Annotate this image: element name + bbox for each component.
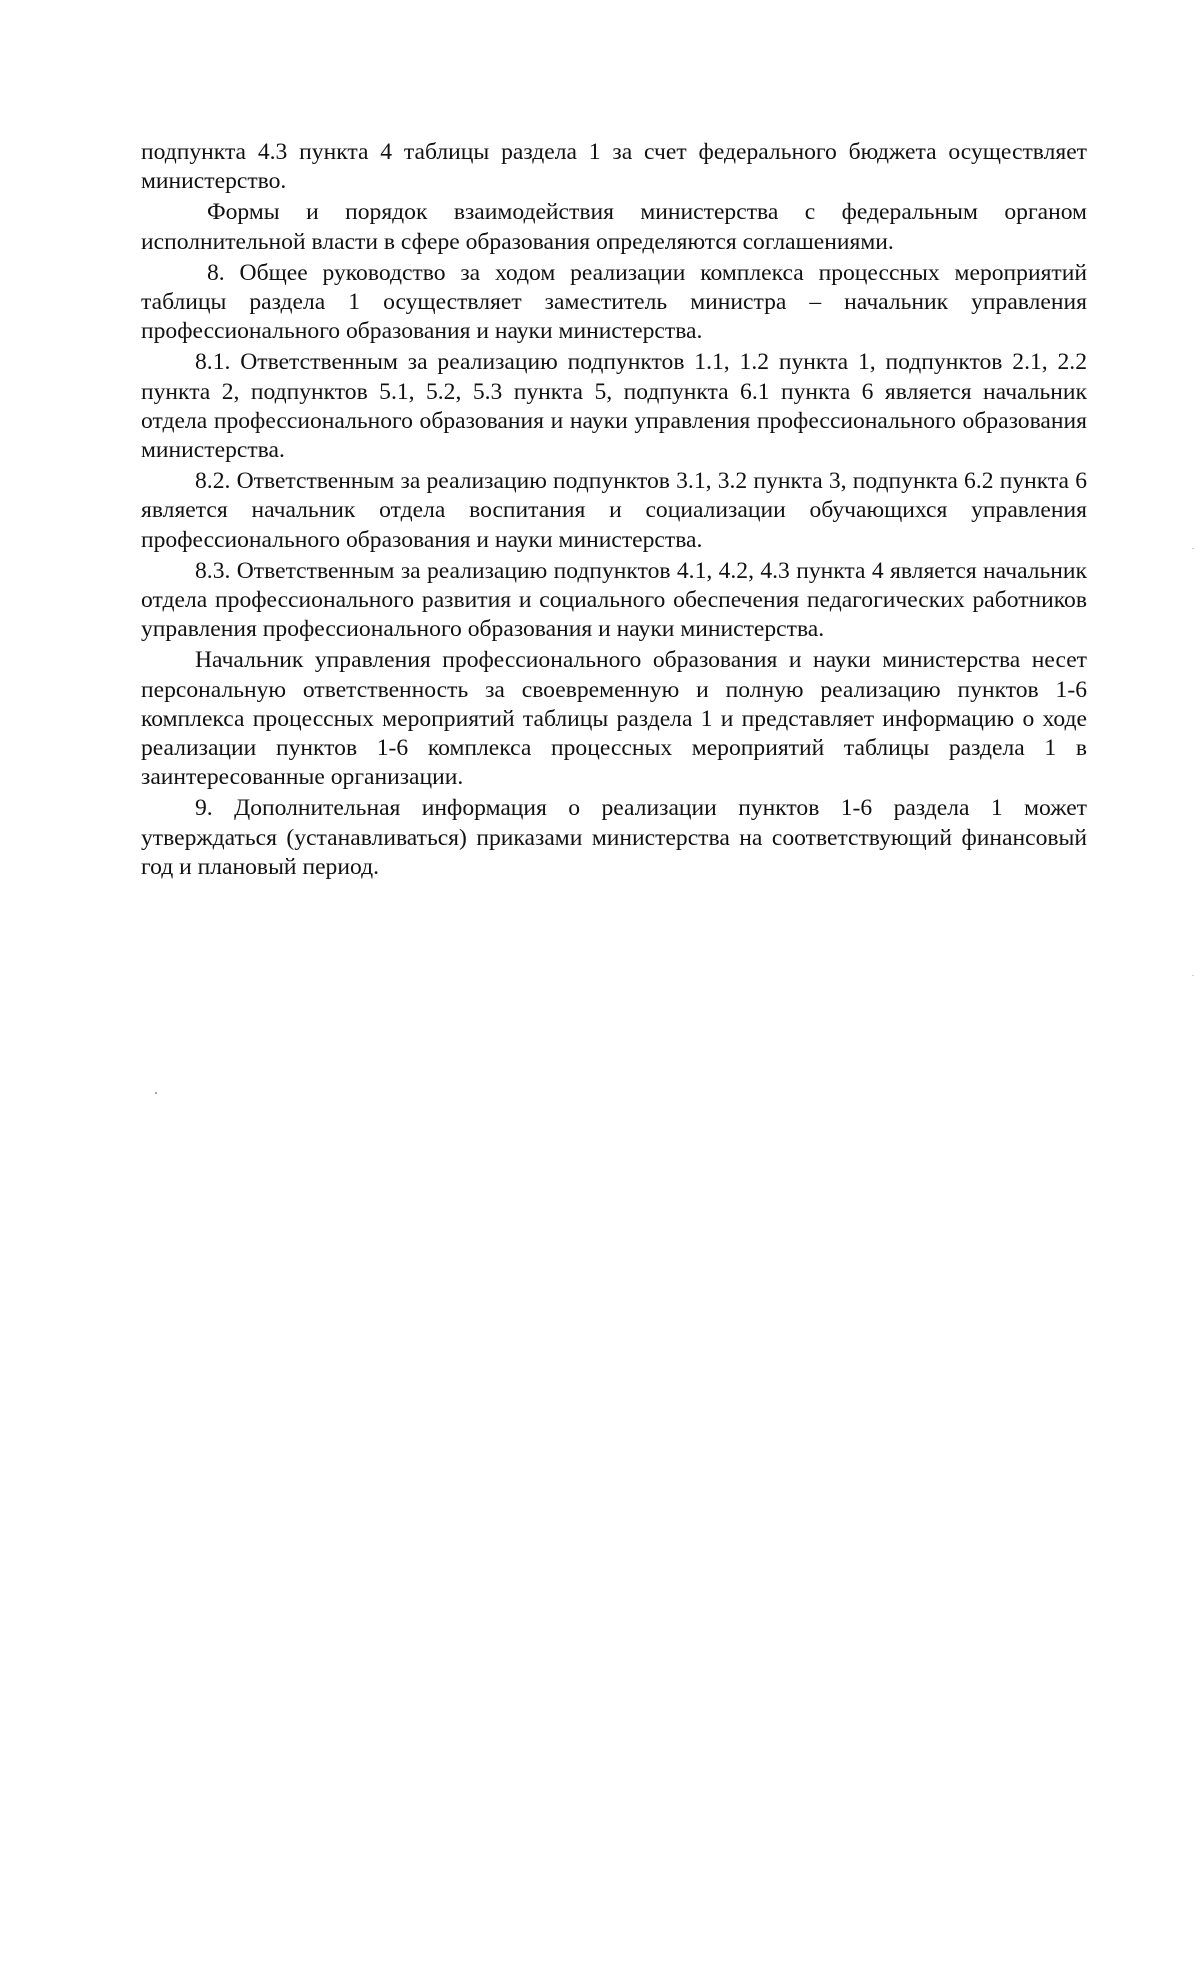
scan-edge-mark [1192, 548, 1194, 549]
paragraph-continuation: подпункта 4.3 пункта 4 таблицы раздела 1 за счет федерального бюджета осуществляет министерство. [141, 139, 1087, 195]
paragraph-forms: Формы и порядок взаимодействия министерства с федеральным органом исполнительной власти в сфере образования определяются соглашениями. [141, 199, 1087, 255]
paragraph-item-9: 9. Дополнительная информация о реализации пунктов 1-6 раздела 1 может утверждаться (устанавливаться) приказами министерства на соответствующий финансовый год и плановый период. [141, 795, 1087, 880]
paragraph-item-8-1: 8.1. Ответственным за реализацию подпунктов 1.1, 1.2 пункта 1, подпунктов 2.1, 2.2 пункта 2, подпунктов 5.1, 5.2, 5.3 пункта 5, подпункта 6.1 пункта 6 является начальник отдела профессионального образования и науки управления профессионального образования министерства. [141, 349, 1087, 464]
paragraph-item-8: 8. Общее руководство за ходом реализации комплекса процессных мероприятий таблицы раздела 1 осуществляет заместитель министра – начальник управления профессионального образования и науки министерства. [141, 259, 1087, 345]
paragraph-head-responsibility: Начальник управления профессионального образования и науки министерства несет персональную ответственность за своевременную и полную реализацию пунктов 1-6 комплекса процессных мероприятий таблицы раздела 1 и представляет информацию о ходе реализации пунктов 1-6 комплекса процессных мероприятий таблицы раздела 1 в заинтересованные организации. [141, 647, 1087, 791]
paragraph-item-8-3: 8.3. Ответственным за реализацию подпунктов 4.1, 4.2, 4.3 пункта 4 является начальник отдела профессионального развития и социального обеспечения педагогических работников управления профессионального образования и науки министерства. [141, 557, 1087, 643]
scan-edge-mark [1192, 975, 1194, 976]
scan-speck [155, 1092, 157, 1094]
document-body [141, 138, 1087, 882]
paragraph-item-8-2: 8.2. Ответственным за реализацию подпунктов 3.1, 3.2 пункта 3, подпункта 6.2 пункта 6 является начальник отдела воспитания и социализации обучающихся управления профессионального образования и науки министерства. [141, 468, 1087, 553]
